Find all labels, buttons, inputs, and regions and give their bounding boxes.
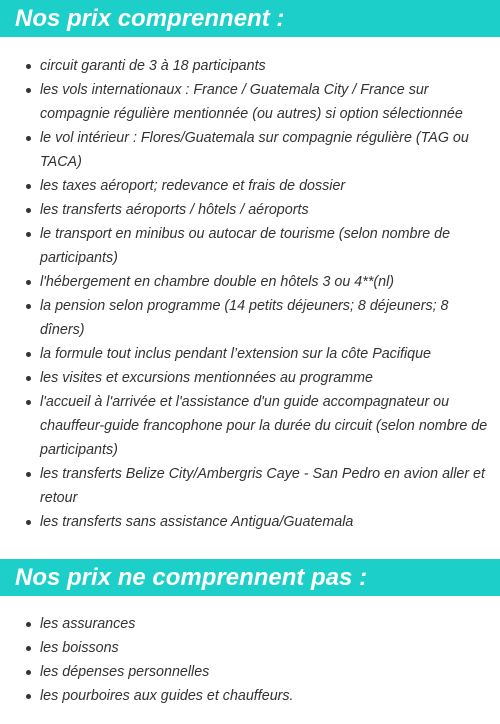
list-item (0, 126, 500, 174)
list-item-text: les transferts Belize City/Ambergris Caye - San Pedro en avion aller et retour (40, 466, 485, 506)
list-item (0, 222, 500, 270)
excluded-section-title: Nos prix ne comprennent pas : (15, 564, 368, 591)
bullet-icon (26, 232, 31, 237)
included-section-title: Nos prix comprennent : (15, 5, 285, 32)
bullet-icon (26, 694, 31, 699)
list-item-text: les pourboires aux guides et chauffeurs. (40, 688, 294, 704)
list-item-text: les visites et excursions mentionnées au programme (40, 370, 373, 386)
included-list (0, 54, 500, 534)
list-item (0, 684, 500, 708)
bullet-icon (26, 622, 31, 627)
bullet-icon (26, 400, 31, 405)
bullet-icon (26, 646, 31, 651)
included-section-header (0, 0, 500, 37)
list-item-text: les boissons (40, 640, 119, 656)
list-item (0, 636, 500, 660)
list-item (0, 462, 500, 510)
bullet-icon (26, 64, 31, 69)
bullet-icon (26, 670, 31, 675)
list-item-text: les transferts aéroports / hôtels / aéroports (40, 202, 309, 218)
bullet-icon (26, 376, 31, 381)
bullet-icon (26, 304, 31, 309)
bullet-icon (26, 352, 31, 357)
bullet-icon (26, 520, 31, 525)
list-item (0, 366, 500, 390)
list-item-text: le transport en minibus ou autocar de tourisme (selon nombre de participants) (40, 226, 451, 266)
list-item (0, 198, 500, 222)
excluded-section-header (0, 559, 500, 596)
bullet-icon (26, 88, 31, 93)
bullet-icon (26, 472, 31, 477)
list-item-text: l'hébergement en chambre double en hôtels 3 ou 4**(nl) (40, 274, 395, 290)
list-item (0, 342, 500, 366)
bullet-icon (26, 136, 31, 141)
list-item-text: les dépenses personnelles (40, 664, 210, 680)
bullet-icon (26, 184, 31, 189)
bullet-icon (26, 280, 31, 285)
list-item (0, 174, 500, 198)
list-item-text: les transferts sans assistance Antigua/Guatemala (40, 514, 354, 530)
excluded-list (0, 612, 500, 708)
list-item (0, 294, 500, 342)
bullet-icon (26, 208, 31, 213)
list-item-text: l'accueil à l'arrivée et l'assistance d'un guide accompagnateur ou chauffeur-guide francophone pour la durée du circuit (selon nombre de participants) (40, 394, 488, 458)
list-item (0, 510, 500, 534)
list-item-text: les taxes aéroport; redevance et frais de dossier (40, 178, 346, 194)
list-item-text: circuit garanti de 3 à 18 participants (40, 58, 266, 74)
list-item (0, 78, 500, 126)
list-item-text: la formule tout inclus pendant l’extension sur la côte Pacifique (40, 346, 432, 362)
list-item-text: les vols internationaux : France / Guatemala City / France sur compagnie régulière mentionnée (ou autres) si option sélectionnée (40, 82, 463, 122)
list-item (0, 54, 500, 78)
list-item (0, 390, 500, 462)
list-item (0, 612, 500, 636)
list-item-text: le vol intérieur : Flores/Guatemala sur compagnie régulière (TAG ou TACA) (40, 130, 469, 170)
list-item-text: la pension selon programme (14 petits déjeuners; 8 déjeuners; 8 dîners) (40, 298, 449, 338)
list-item-text: les assurances (40, 616, 136, 632)
list-item (0, 660, 500, 684)
list-item (0, 270, 500, 294)
